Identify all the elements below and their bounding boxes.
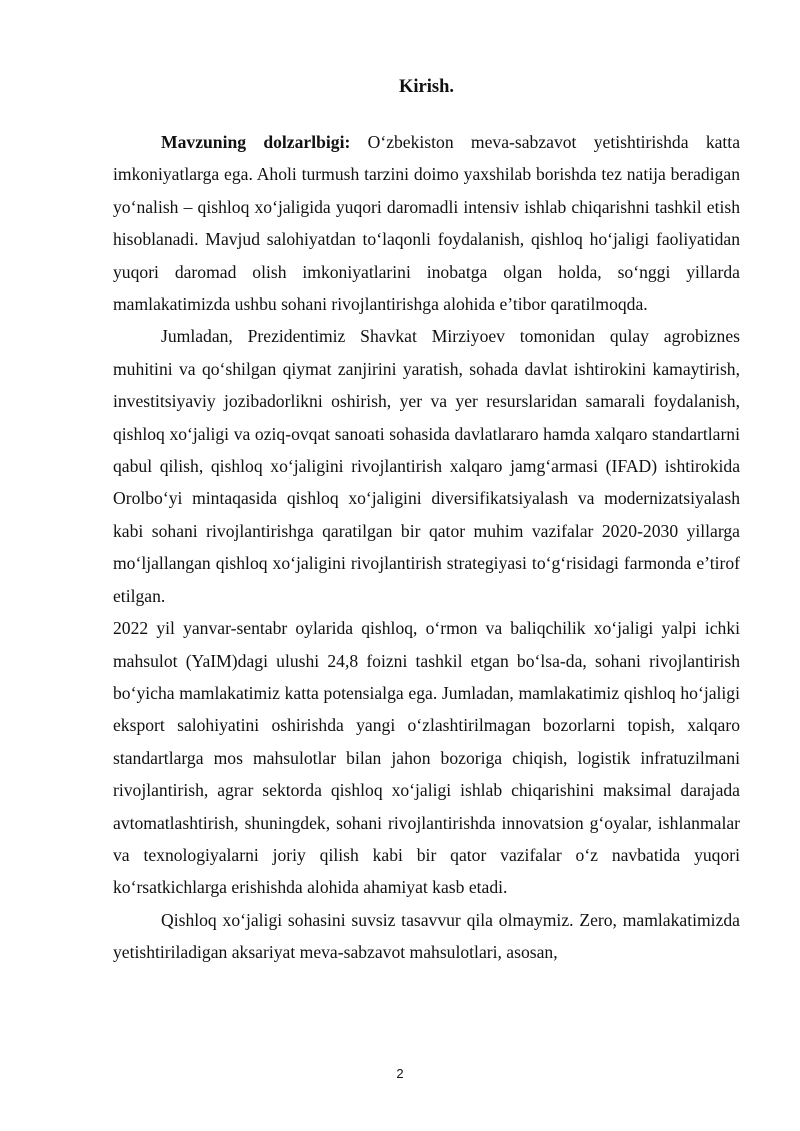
paragraph-water: Qishloq xo‘jaligi sohasini suvsiz tasavvur qila olmaymiz. Zero, mamlakatimizda yetishtiriladigan aksariyat meva-sabzavot mahsulotlari, asosan, [113,909,740,963]
document-page [113,72,740,969]
paragraph-lead: Mavzuning dolzarlbigi: [161,132,351,152]
page-number: 2 [396,1066,404,1081]
paragraph-text: O‘zbekiston meva-sabzavot yetishtirishda katta imkoniyatlarga ega. Aholi turmush tarzini doimo yaxshilab borishda tez natija beradigan yo‘nalish – qishloq xo‘jaligida yuqori daromadli intensiv ishlab chiqarishni tashkil etish hisoblanadi. Mavjud salohiyatdan to‘laqonli foydalanish, qishloq ho‘jaligi faoliyatidan yuqori daromad olish imkoniyatlarini inobatga olgan holda, so‘nggi yillarda mamlakatimizda ushbu sohani rivojlantirishga alohida e’tibor qaratilmoqda. [113,132,741,315]
paragraph-strategy: Jumladan, Prezidentimiz Shavkat Mirziyoev tomonidan qulay agrobiznes muhitini va qo‘shilgan qiymat zanjirini yaratish, sohada davlat ishtirokini kamaytirish, investitsiyaviy jozibadorlikni oshirish, yer va yer resurslaridan samarali foydalanish, qishloq xo‘jaligi va oziq-ovqat sanoati sohasida davlatlararo hamda xalqaro standartlarni qabul qilish, qishloq xo‘jaligini rivojlantirish xalqaro jamg‘armasi (IFAD) ishtirokida Orolbo‘yi mintaqasida qishloq xo‘jaligini diversifikatsiyalash va modernizatsiyalash kabi sohani rivojlantirishga qaratilgan bir qator muhim vazifalar 2020-2030 yillarga mo‘ljallangan qishloq xo‘jaligini rivojlantirish strategiyasi to‘g‘risidagi farmonda e’tirof etilgan. [113,326,740,606]
document-title: Kirish. [399,77,454,97]
paragraph-relevance [113,126,740,320]
paragraph-statistics: 2022 yil yanvar-sentabr oylarida qishloq, o‘rmon va baliqchilik xo‘jaligi yalpi ichki mahsulot (YaIM)dagi ulushi 24,8 foizni tashkil etgan bo‘lsa-da, sohani rivojlantirish bo‘yicha mamlakatimiz katta potensialga ega. Jumladan, mamlakatimiz qishloq ho‘jaligi eksport salohiyatini oshirishda yangi o‘zlashtirilmagan bozorlarni topish, xalqaro standartlarga mos mahsulotlar bilan jahon bozoriga chiqish, logistik infratuzilmani rivojlantirish, agrar sektorda qishloq xo‘jaligi ishlab chiqarishini maksimal darajada avtomatlashtirish, shuningdek, sohani rivojlantirishda innovatsion g‘oyalar, ishlanmalar va texnologiyalarni joriy qilish kabi bir qator vazifalar o‘z navbatida yuqori ko‘rsatkichlarga erishishda alohida ahamiyat kasb etadi. [113,618,740,898]
